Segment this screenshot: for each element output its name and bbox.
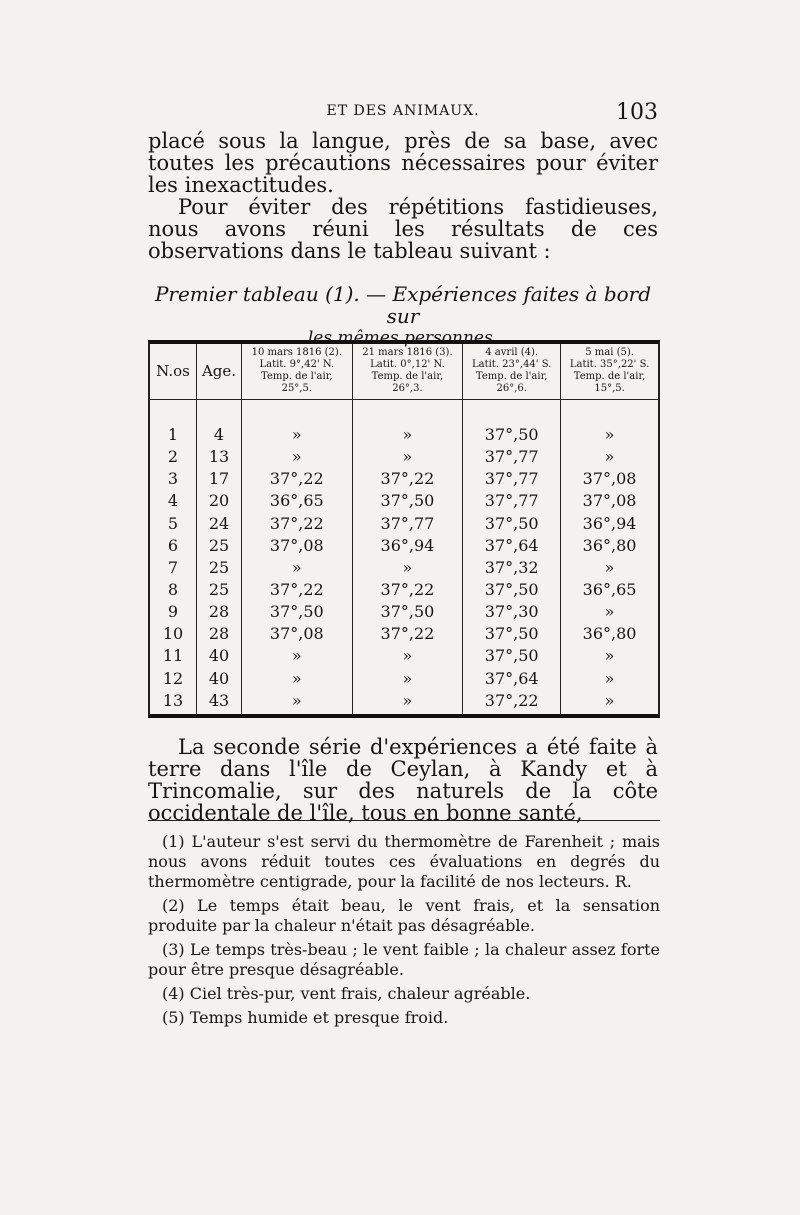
header-col3: [463, 344, 561, 400]
table-row: [150, 647, 658, 669]
header-col4-temp-label: Temp. de l'air,: [573, 371, 646, 382]
header-col1-temp: 25°,5.: [281, 383, 313, 394]
table-spacer-row: [150, 400, 658, 427]
table-cell-c2: 36°,94: [352, 537, 463, 559]
table-cell-age: 40: [197, 647, 242, 669]
header-age: Age.: [197, 344, 242, 400]
header-col1-lat: Latit. 9°,42' N.: [259, 359, 335, 370]
paragraph-3: La seconde série d'expériences a été faite à terre dans l'île de Ceylan, à Kandy et à Trincomalie, sur des naturels de la côte occidentale de l'île, tous en bonne santé,: [148, 735, 658, 825]
footnote-rule: [148, 820, 660, 821]
table-row: [150, 448, 658, 470]
paragraph-1: placé sous la langue, près de sa base, avec toutes les précautions nécessaires pour éviter les inexactitudes.: [148, 129, 658, 197]
table-cell-num: 5: [150, 515, 197, 537]
table-cell-c3: 37°,77: [463, 448, 561, 470]
table-cell-c4: »: [604, 447, 615, 467]
table-header-row: [150, 344, 658, 400]
running-title: ET DES ANIMAUX.: [326, 103, 480, 119]
table-cell-c1: 37°,22: [242, 515, 353, 537]
table-row: [150, 581, 658, 603]
table-cell-c3: 37°,22: [463, 692, 561, 714]
table-cell-c2: 37°,50: [352, 603, 463, 625]
table-cell-c4: »: [604, 602, 615, 622]
table-cell-c4: »: [604, 690, 615, 710]
table-cell-c4: »: [604, 646, 615, 666]
table-cell-num: 10: [150, 625, 197, 647]
table-cell-c2: »: [352, 448, 463, 470]
table-cell-c3: 37°,64: [463, 670, 561, 692]
table-cell-c2: »: [352, 692, 463, 714]
table-row: [150, 470, 658, 492]
caption-line-2: les mêmes personnes.: [307, 328, 499, 348]
table-row: [150, 559, 658, 581]
table-cell-c2: 37°,22: [352, 625, 463, 647]
table-cell-c4: 36°,80: [582, 535, 637, 555]
table-cell-c1: »: [242, 647, 353, 669]
table-cell-c2: »: [352, 559, 463, 581]
table-cell-num: 8: [150, 581, 197, 603]
table-cell-age: 28: [197, 625, 242, 647]
table-cell-age: 25: [197, 581, 242, 603]
caption-line-1: Premier tableau (1). — Expériences faites à bord sur: [154, 282, 652, 328]
table-cell-c3: 37°,50: [463, 625, 561, 647]
table-cell-c3: 37°,50: [463, 426, 561, 448]
table-cell-num: 11: [150, 647, 197, 669]
header-col1-date: 10 mars 1816 (2).: [251, 347, 343, 358]
table-cell-age: 25: [197, 537, 242, 559]
footnotes: [148, 832, 660, 1032]
header-col4-lat: Latit. 35°,22' S.: [569, 359, 650, 370]
table-cell-c1: »: [242, 426, 353, 448]
table-cell-c1: »: [242, 670, 353, 692]
table-body: [150, 400, 658, 715]
table-cell-age: 25: [197, 559, 242, 581]
table-cell-num: 9: [150, 603, 197, 625]
table-cell-age: 17: [197, 470, 242, 492]
table-cell-age: 13: [197, 448, 242, 470]
table-row: [150, 426, 658, 448]
header-col3-date: 4 avril (4).: [485, 347, 539, 358]
table-cell-c1: 37°,08: [242, 625, 353, 647]
table-cell-c2: »: [352, 670, 463, 692]
header-col2-date: 21 mars 1816 (3).: [362, 347, 453, 358]
table-row: [150, 625, 658, 647]
table-row: [150, 670, 658, 692]
table-cell-c2: 37°,77: [352, 515, 463, 537]
table-cell-c3: 37°,32: [463, 559, 561, 581]
table-cell-c2: 37°,22: [352, 470, 463, 492]
table-cell-c3: 37°,77: [463, 492, 561, 514]
table-cell-age: 20: [197, 492, 242, 514]
after-table-text: [148, 736, 658, 824]
table-cell-c3: 37°,30: [463, 603, 561, 625]
table-cell-num: 3: [150, 470, 197, 492]
table-cell-c4: »: [604, 425, 615, 444]
temperature-table: [148, 340, 660, 718]
table-cell-c1: 37°,22: [242, 470, 353, 492]
table-cell-c2: 37°,22: [352, 581, 463, 603]
header-col2-temp: 26°,3.: [392, 383, 423, 394]
header-col3-temp-label: Temp. de l'air,: [475, 371, 548, 382]
table-cell-age: 4: [197, 426, 242, 448]
table-cell-c3: 37°,50: [463, 515, 561, 537]
footnote-2: (2) Le temps était beau, le vent frais, et la sensation produite par la chaleur n'était pas désagréable.: [148, 896, 660, 935]
table-cell-c3: 37°,50: [463, 581, 561, 603]
header-col2-temp-label: Temp. de l'air,: [371, 371, 444, 382]
table-cell-c1: »: [242, 692, 353, 714]
header-col3-temp: 26°,6.: [496, 383, 527, 394]
table-cell-c2: 37°,50: [352, 492, 463, 514]
table-cell-c4: 36°,94: [582, 513, 637, 533]
footnote-5: (5) Temps humide et presque froid.: [162, 1008, 449, 1027]
table-cell-num: 4: [150, 492, 197, 514]
table-cell-c1: »: [242, 448, 353, 470]
table-cell-c3: 37°,50: [463, 647, 561, 669]
table-cell-num: 6: [150, 537, 197, 559]
table-cell-c1: 37°,50: [242, 603, 353, 625]
footnote-4: (4) Ciel très-pur, vent frais, chaleur agréable.: [162, 984, 531, 1003]
table-cell-num: 12: [150, 670, 197, 692]
footnote-1: (1) L'auteur s'est servi du thermomètre de Farenheit ; mais nous avons réduit toutes ces évaluations en degrés du thermomètre centigrade, pour la facilité de nos lecteurs. R.: [148, 832, 660, 891]
table-cell-c3: 37°,77: [463, 470, 561, 492]
table-cell-age: 28: [197, 603, 242, 625]
header-col4: [561, 344, 658, 400]
table-cell-c3: 37°,64: [463, 537, 561, 559]
table-cell-c1: 37°,08: [242, 537, 353, 559]
header-col2: [352, 344, 463, 400]
paragraph-2: Pour éviter des répétitions fastidieuses, nous avons réuni les résultats de ces observations dans le tableau suivant :: [148, 195, 658, 263]
table-cell-num: 13: [150, 692, 197, 714]
table-cell-c1: 36°,65: [242, 492, 353, 514]
table-cell-num: 7: [150, 559, 197, 581]
header-col4-temp: 15°,5.: [594, 383, 625, 394]
table-cell-c4: »: [604, 668, 615, 688]
data-table: [150, 344, 658, 714]
table-cell-num: 1: [150, 426, 197, 448]
table-row: [150, 537, 658, 559]
table-cell-c4: 36°,65: [582, 579, 637, 599]
table-cell-num: 2: [150, 448, 197, 470]
table-cell-age: 40: [197, 670, 242, 692]
table-cell-age: 24: [197, 515, 242, 537]
header-num: N.os: [150, 344, 197, 400]
table-row: [150, 603, 658, 625]
page-number: 103: [616, 100, 658, 125]
table-row: [150, 492, 658, 514]
table-cell-c4: 37°,08: [582, 469, 637, 489]
table-cell-c1: 37°,22: [242, 581, 353, 603]
table-cell-age: 43: [197, 692, 242, 714]
table-cell-c4: 37°,08: [582, 491, 637, 511]
table-cell-c4: »: [604, 557, 615, 577]
table-row: [150, 692, 658, 714]
table-cell-c2: »: [352, 426, 463, 448]
header-col1-temp-label: Temp. de l'air,: [261, 371, 333, 382]
table-cell-c4: 36°,80: [582, 624, 637, 644]
table-cell-c2: »: [352, 647, 463, 669]
body-text: [148, 130, 658, 262]
table-cell-c1: »: [242, 559, 353, 581]
header-col3-lat: Latit. 23°,44' S.: [471, 359, 552, 370]
header-col4-date: 5 mai (5).: [585, 347, 634, 358]
table-row: [150, 515, 658, 537]
header-col1: [242, 344, 353, 400]
footnote-3: (3) Le temps très-beau ; le vent faible ; la chaleur assez forte pour être presque désagréable.: [148, 940, 660, 979]
header-col2-lat: Latit. 0°,12' N.: [370, 359, 445, 370]
